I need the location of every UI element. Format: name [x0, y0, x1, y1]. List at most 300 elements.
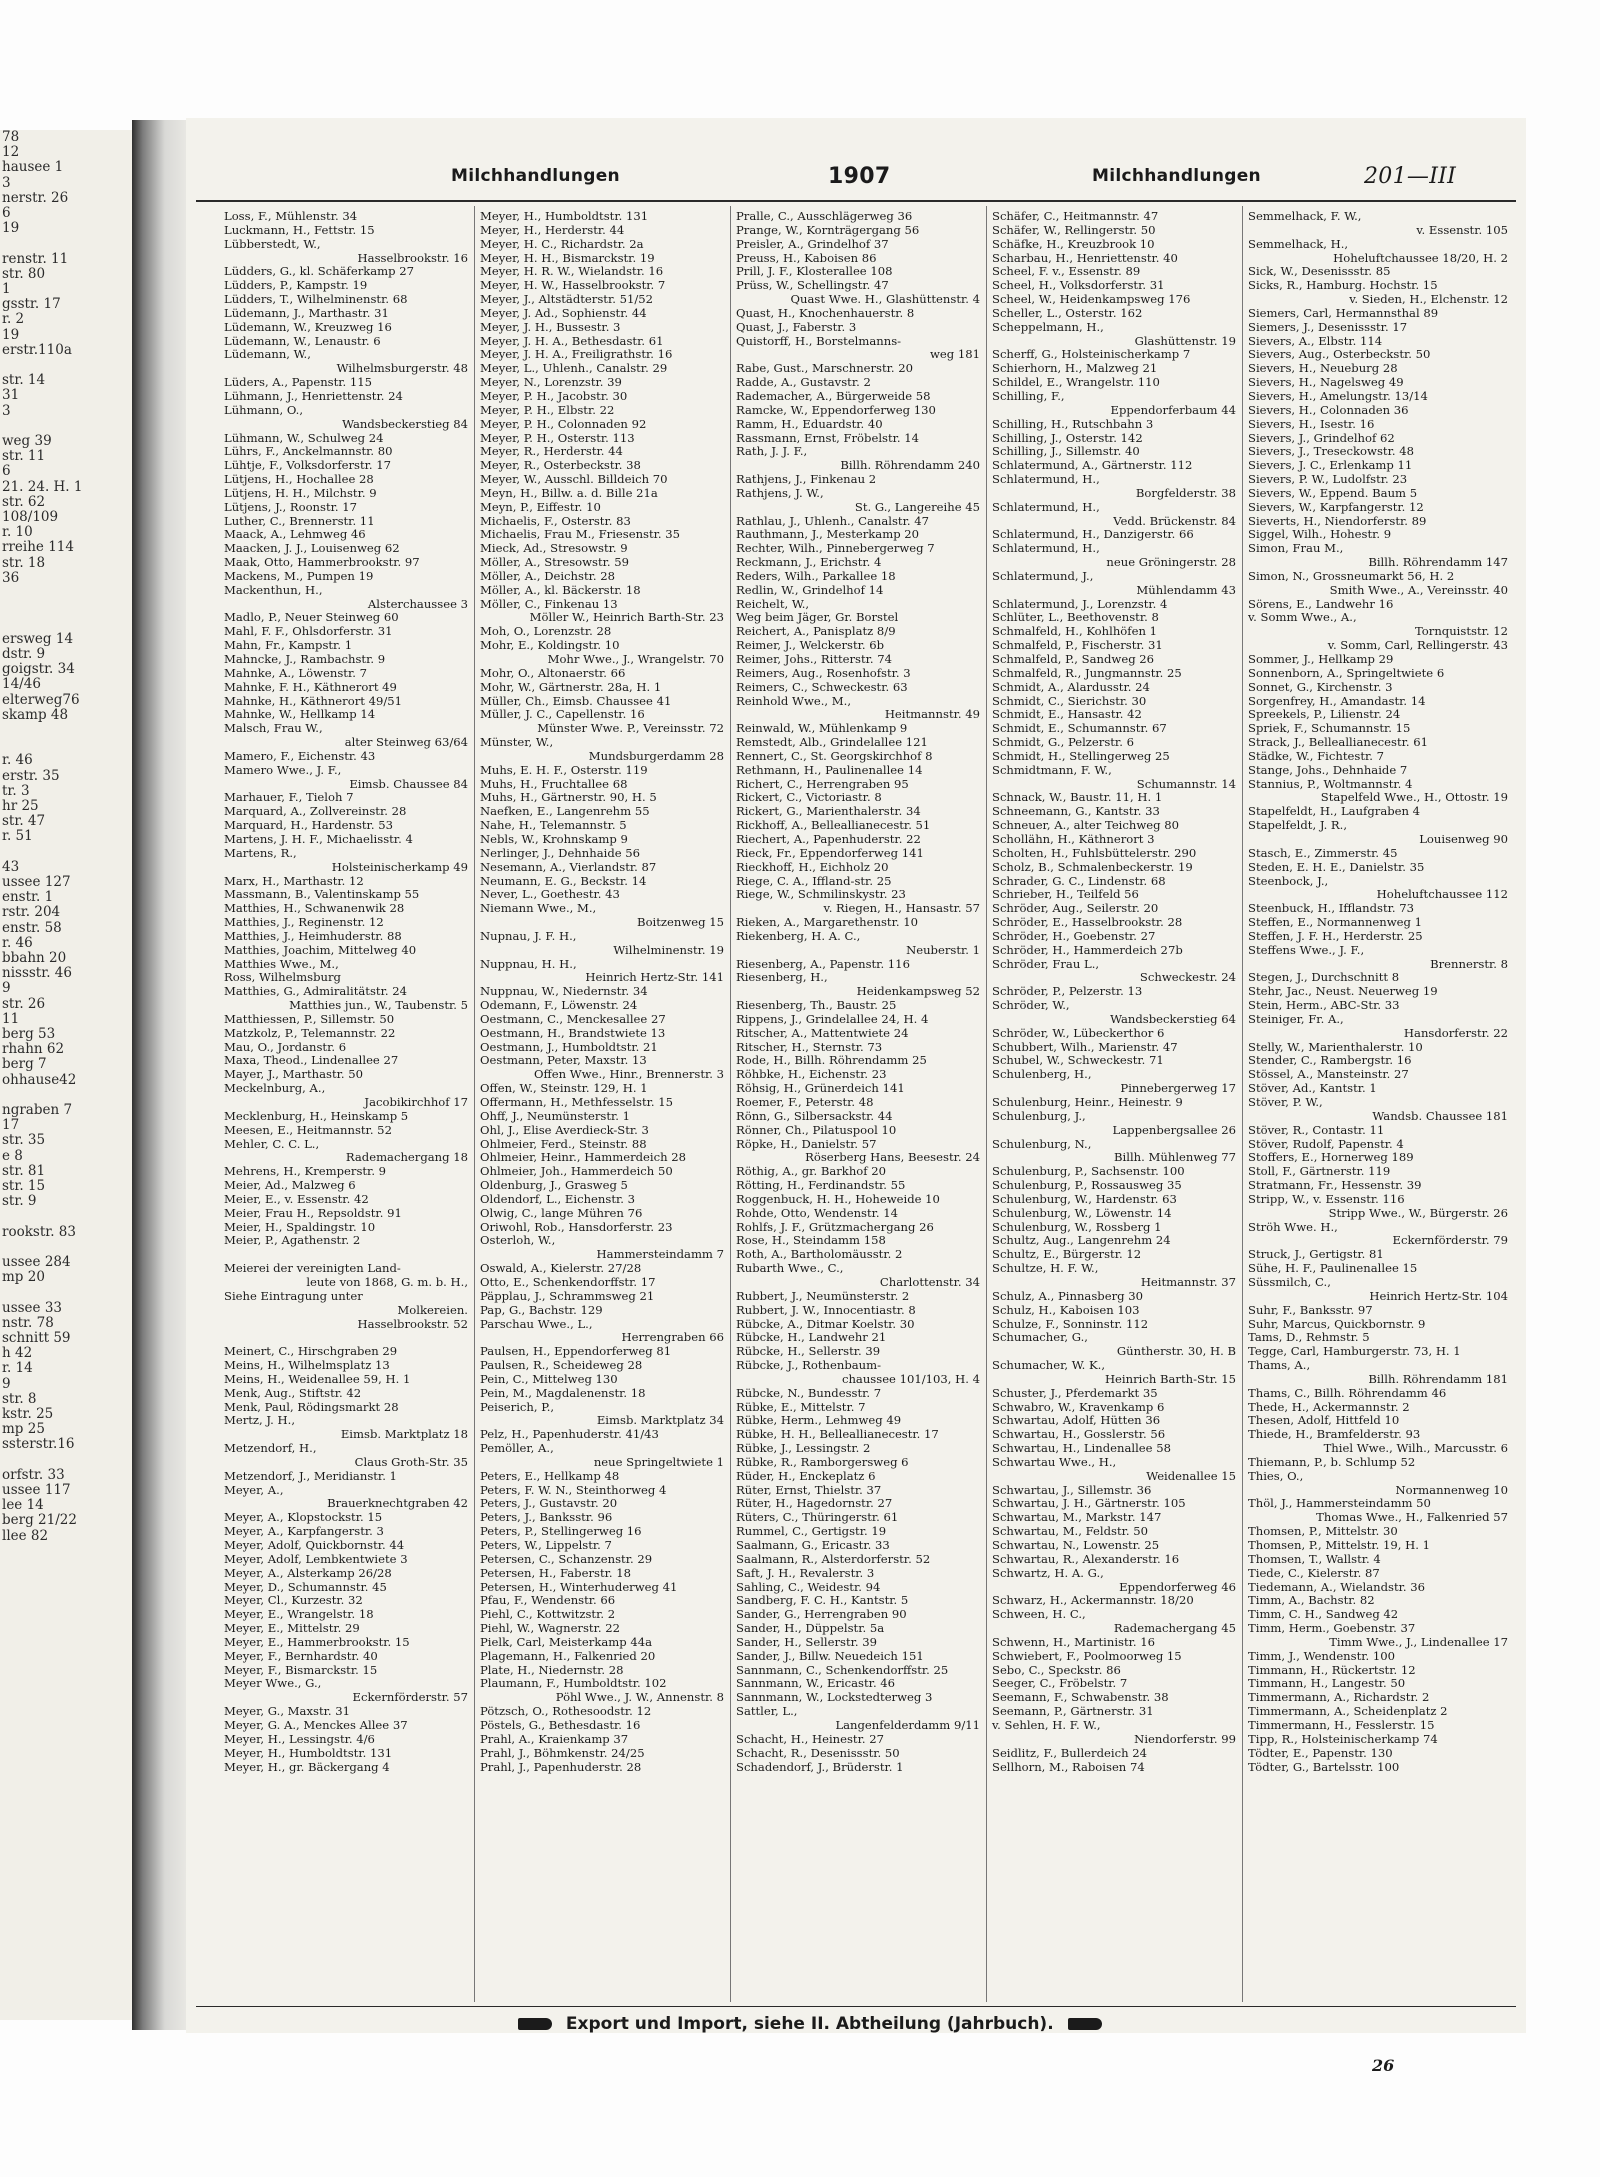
directory-entry: Boitzenweg 15 — [637, 916, 724, 930]
directory-entry: Stössel, A., Mansteinstr. 27 — [1248, 1068, 1409, 1082]
directory-entry: Suhr, Marcus, Quickbornstr. 9 — [1248, 1317, 1426, 1331]
directory-entry: Rubbert, J. W., Innocentiastr. 8 — [736, 1303, 916, 1317]
directory-entry: Pöhl Wwe., J. W., Annenstr. 8 — [555, 1691, 724, 1705]
directory-entry: Offen, W., Steinstr. 129, H. 1 — [480, 1082, 648, 1096]
directory-entry: Steenbock, J., — [1248, 874, 1329, 888]
directory-entry: Schröder, W., Lübeckerthor 6 — [992, 1026, 1165, 1040]
directory-entry: Petersen, H., Winterhuderweg 41 — [480, 1580, 678, 1594]
left-page-text — [0, 130, 132, 1544]
directory-entry: Schulze, F., Sonninstr. 112 — [992, 1317, 1149, 1331]
directory-entry: Tiede, C., Kielerstr. 87 — [1248, 1566, 1380, 1580]
directory-entry: Schilling, F., — [992, 389, 1065, 403]
directory-entry: Mackenthun, H., — [224, 583, 323, 597]
directory-entry: Schröder, W., — [992, 999, 1070, 1013]
directory-entry: Güntherstr. 30, H. B — [1116, 1345, 1236, 1359]
directory-entry: Schwartau, H., Lindenallee 58 — [992, 1442, 1171, 1456]
fragment-line: str. 81 — [2, 1162, 46, 1179]
directory-entry: weg 181 — [929, 348, 980, 362]
directory-entry: Prill, J. F., Klosterallee 108 — [736, 265, 893, 279]
directory-entry: Meyn, P., Eiffestr. 10 — [480, 500, 601, 514]
directory-entry: Sievers, J., Treseckowstr. 48 — [1248, 445, 1414, 459]
directory-entry: Pap, G., Bachstr. 129 — [480, 1303, 603, 1317]
directory-entry: Peters, J., Gustavstr. 20 — [480, 1497, 618, 1511]
directory-entry: Sander, J., Billw. Neuedeich 151 — [736, 1649, 924, 1663]
directory-entry: Schwiebert, F., Poolmoorweg 15 — [992, 1649, 1182, 1663]
directory-entry: Riechert, A., Papenhuderstr. 22 — [736, 832, 921, 846]
fragment-line — [2, 236, 132, 251]
directory-entry: Lappenbergsallee 26 — [1112, 1123, 1236, 1137]
directory-entry: Meyer, H., gr. Bäckergang 4 — [224, 1760, 390, 1774]
directory-entry: Meyer, P. H., Elbstr. 22 — [480, 403, 615, 417]
directory-entry: Stapelfeldt, H., Laufgraben 4 — [1248, 805, 1421, 819]
fragment-line — [2, 1240, 132, 1255]
directory-entry: Seemann, P., Gärtnerstr. 31 — [992, 1705, 1154, 1719]
directory-entry — [222, 1331, 472, 1345]
directory-entry: Lüdders, P., Kampstr. 19 — [224, 279, 368, 293]
directory-entry: Steden, E. H. E., Danielstr. 35 — [1248, 860, 1425, 874]
directory-entry: Peters, E., Hellkamp 48 — [480, 1469, 620, 1483]
fragment-line: 78 — [2, 130, 20, 145]
directory-entry: Thiel Wwe., Wilh., Marcusstr. 6 — [1323, 1442, 1508, 1456]
directory-entry: Münster Wwe. P., Vereinsstr. 72 — [537, 722, 724, 736]
directory-entry: Remstedt, Alb., Grindelallee 121 — [736, 736, 928, 750]
fragment-line: str. 14 — [2, 372, 46, 389]
directory-entry: Billh. Mühlenweg 77 — [1114, 1151, 1236, 1165]
directory-entry: Schulenberg, H., — [992, 1068, 1092, 1082]
fragment-line: mp 25 — [2, 1421, 45, 1438]
directory-entry: Süssmilch, C., — [1248, 1275, 1331, 1289]
directory-entry: Prüss, W., Schellingstr. 47 — [736, 279, 889, 293]
fragment-line: rstr. 204 — [2, 904, 61, 921]
directory-entry: Rübke, R., Ramborgersweg 6 — [736, 1455, 909, 1469]
directory-entry: Peters, W., Lippelstr. 7 — [480, 1539, 612, 1552]
directory-entry: Tödter, E., Papenstr. 130 — [1248, 1746, 1393, 1760]
directory-entry: Stöver, Rudolf, Papenstr. 4 — [1248, 1137, 1404, 1151]
page-number: 26 — [1372, 2056, 1395, 2075]
directory-entry: Richert, C., Herrengraben 95 — [736, 777, 909, 791]
fragment-line: hr 25 — [2, 797, 39, 814]
fragment-line: r. 51 — [2, 828, 33, 845]
directory-entry: Oriwohl, Rob., Hansdorferstr. 23 — [480, 1220, 673, 1234]
directory-entry: Wilhelminenstr. 19 — [613, 943, 724, 957]
directory-entry: Schlüter, L., Beethovenstr. 8 — [992, 611, 1159, 625]
directory-entry: Lüdemann, W., Lenaustr. 6 — [224, 334, 381, 348]
directory-entry: Eimsb. Chaussee 84 — [349, 777, 468, 791]
directory-entry: Städke, W., Fichtestr. 7 — [1248, 749, 1384, 763]
page-label: 201—III — [1364, 164, 1457, 189]
directory-entry: St. G., Langereihe 45 — [854, 500, 980, 514]
directory-entry: Matthies, J., Reginenstr. 12 — [224, 916, 384, 930]
directory-entry: Ströh Wwe. H., — [1248, 1220, 1338, 1234]
directory-entry: Menk, Aug., Stiftstr. 42 — [224, 1386, 362, 1400]
column-divider — [730, 206, 731, 2002]
directory-entry: Spreekels, P., Lilienstr. 24 — [1248, 708, 1401, 722]
directory-entry: Oestmann, C., Menckesallee 27 — [480, 1012, 666, 1026]
fragment-line: 6 — [2, 205, 11, 222]
directory-entry: Rechter, Wilh., Pinnebergerweg 7 — [736, 542, 935, 556]
directory-entry: Schwartau, H., Gosslerstr. 56 — [992, 1428, 1166, 1442]
fragment-line: str. 80 — [2, 265, 46, 282]
directory-entry: Sander, H., Sellerstr. 39 — [736, 1635, 878, 1649]
directory-entry: Maack, A., Lehmweg 46 — [224, 528, 366, 542]
directory-entry: Oestmann, H., Brandstwiete 13 — [480, 1026, 666, 1040]
directory-entry: Metzendorf, H., — [224, 1442, 317, 1456]
fragment-line: ussee 284 — [2, 1254, 71, 1271]
directory-entry: Schilling, H., Rutschbahn 3 — [992, 417, 1154, 431]
directory-entry: Sonnenborn, A., Springeltwiete 6 — [1248, 666, 1445, 680]
directory-entry: Metzendorf, J., Meridianstr. 1 — [224, 1469, 397, 1483]
directory-entry: Schuster, J., Pferdemarkt 35 — [992, 1386, 1158, 1400]
directory-entry: Ritscher, H., Sternstr. 73 — [736, 1040, 883, 1054]
directory-entry: Schrieber, H., Teilfeld 56 — [992, 888, 1139, 902]
directory-entry: Reimer, Johs., Ritterstr. 74 — [736, 653, 893, 666]
directory-entry: Schlatermund, J., — [992, 569, 1094, 583]
directory-entry: Pinnebergerweg 17 — [1120, 1082, 1236, 1096]
directory-entry: Eimsb. Marktplatz 18 — [340, 1428, 468, 1442]
running-head-right: Milchhandlungen — [1092, 166, 1261, 186]
directory-entry: Hoheluftchaussee 18/20, H. 2 — [1333, 251, 1508, 265]
directory-entry: Eckernförderstr. 57 — [352, 1691, 468, 1705]
directory-entry: Mehler, C. C. L., — [224, 1137, 320, 1151]
directory-entry: Quast, J., Faberstr. 3 — [736, 320, 857, 334]
directory-entry: Riesenberg, H., — [736, 971, 828, 985]
directory-entry: Peters, P., Stellingerweg 16 — [480, 1525, 642, 1539]
directory-entry: Meyer, L., Uhlenh., Canalstr. 29 — [480, 362, 668, 376]
directory-entry: Billh. Röhrendamm 147 — [1368, 556, 1508, 570]
directory-entry: Nuppnau, W., Niedernstr. 34 — [480, 985, 648, 999]
directory-entry: Quast Wwe. H., Glashüttenstr. 4 — [790, 293, 980, 307]
directory-entry: Schlatermund, J., Lorenzstr. 4 — [992, 597, 1168, 611]
directory-entry: Peiserich, P., — [480, 1400, 555, 1414]
directory-entry: Pelz, H., Papenhuderstr. 41/43 — [480, 1428, 659, 1442]
directory-entry: Thomas Wwe., H., Falkenried 57 — [1316, 1511, 1508, 1525]
fragment-line — [2, 1209, 132, 1224]
directory-entry: Strack, J., Belleallianecestr. 61 — [1248, 736, 1429, 750]
directory-entry: Schröder, Aug., Seilerstr. 20 — [992, 902, 1159, 916]
fragment-line: ssterstr.16 — [2, 1436, 75, 1453]
directory-entry: Röhsig, H., Grünerdeich 141 — [736, 1082, 905, 1096]
directory-entry: Peters, J., Banksstr. 96 — [480, 1511, 613, 1525]
directory-entry: Meyn, H., Billw. a. d. Bille 21a — [480, 486, 658, 500]
fragment-line: gsstr. 17 — [2, 296, 61, 313]
directory-entry: Schilling, J., Sillemstr. 40 — [992, 445, 1140, 459]
directory-entry: Stratmann, Fr., Hessenstr. 39 — [1248, 1179, 1422, 1193]
directory-entry: Tams, D., Rehmstr. 5 — [1248, 1331, 1370, 1345]
pointing-hand-icon — [518, 2018, 552, 2030]
directory-entry: Reimer, J., Welckerstr. 6b — [736, 639, 885, 653]
directory-entry: Brennerstr. 8 — [1430, 957, 1508, 971]
directory-entry: Stelly, W., Marienthalerstr. 10 — [1248, 1040, 1423, 1054]
directory-entry: Thams, A., — [1248, 1359, 1311, 1373]
directory-entry: Müller, Ch., Eimsb. Chaussee 41 — [480, 694, 672, 708]
directory-entry: Reimers, C., Schweckestr. 63 — [736, 680, 908, 694]
directory-entry: Tiedemann, A., Wielandstr. 36 — [1248, 1580, 1426, 1594]
directory-entry: Matthies jun., W., Taubenstr. 5 — [289, 999, 468, 1013]
directory-entry: Matthies, Joachim, Mittelweg 40 — [224, 943, 417, 957]
directory-entry: Oldendorf, L., Eichenstr. 3 — [480, 1192, 635, 1206]
fragment-line: llee 82 — [2, 1527, 49, 1544]
footer-rule — [196, 2006, 1516, 2007]
directory-entry: Eckernförderstr. 79 — [1392, 1234, 1508, 1248]
directory-entry: Meyer, J. H., Bussestr. 3 — [480, 320, 621, 334]
directory-entry: Martens, R., — [224, 846, 297, 860]
directory-entry: Meyer, H., Lessingstr. 4/6 — [224, 1732, 375, 1746]
directory-entry: Meyer, H., Humboldtstr. 131 — [224, 1746, 393, 1760]
directory-entry: Schwartz, H. A. G., — [992, 1566, 1104, 1580]
directory-entry: Malsch, Frau W., — [224, 722, 323, 736]
fragment-line: str. 9 — [2, 1193, 37, 1210]
directory-entry: Sievers, Aug., Osterbeckstr. 50 — [1248, 348, 1431, 362]
fragment-line: str. 62 — [2, 493, 46, 510]
directory-entry: Steffens Wwe., J. F., — [1248, 943, 1365, 957]
directory-entry: Prange, W., Kornträgergang 56 — [736, 223, 920, 237]
directory-entry: Sandberg, F. C. H., Kantstr. 5 — [736, 1594, 909, 1608]
directory-entry: Thomsen, P., Mittelstr. 19, H. 1 — [1248, 1539, 1431, 1552]
directory-entry: Riekenberg, H. A. C., — [736, 929, 861, 943]
directory-column-1 — [222, 210, 472, 2010]
directory-entry: Sander, H., Düppelstr. 5a — [736, 1622, 885, 1636]
directory-entry: Louisenweg 90 — [1419, 832, 1508, 846]
fragment-line — [2, 358, 132, 373]
directory-entry: Steffen, J. F. H., Herderstr. 25 — [1248, 929, 1423, 943]
directory-entry: Matthiessen, P., Sillemstr. 50 — [224, 1012, 395, 1026]
directory-entry: Mundsburgerdamm 28 — [588, 749, 724, 763]
fragment-line: 19 — [2, 326, 20, 343]
directory-entry: Schlatermund, A., Gärtnerstr. 112 — [992, 459, 1193, 473]
directory-entry: Meyer, H., Herderstr. 44 — [480, 223, 625, 237]
directory-entry: Möller W., Heinrich Barth-Str. 23 — [529, 611, 724, 625]
directory-entry: Niemann Wwe., M., — [480, 902, 597, 916]
directory-entry: Rötting, H., Ferdinandstr. 55 — [736, 1179, 906, 1193]
fragment-line — [2, 601, 132, 616]
fragment-line: ersweg 14 — [2, 630, 74, 647]
directory-entry: Rathjens, J., Finkenau 2 — [736, 473, 877, 487]
directory-entry: Jacobikirchhof 17 — [364, 1096, 468, 1109]
directory-entry: Stange, Johs., Dehnhaide 7 — [1248, 763, 1408, 777]
directory-entry: Tödter, G., Bartelsstr. 100 — [1248, 1760, 1400, 1774]
directory-entry: Lütjens, H. H., Milchstr. 9 — [224, 486, 377, 500]
fragment-line: 11 — [2, 1010, 20, 1027]
directory-entry: Röserberg Hans, Beesestr. 24 — [805, 1151, 980, 1165]
fragment-line: str. 47 — [2, 813, 46, 830]
directory-entry: Saalmann, G., Ericastr. 33 — [736, 1539, 890, 1552]
directory-entry: Roemer, F., Peterstr. 48 — [736, 1096, 874, 1109]
directory-entry: Schröder, H., Hammerdeich 27b — [992, 943, 1183, 957]
directory-entry: Sellhorn, M., Raboisen 74 — [992, 1760, 1145, 1774]
directory-entry: Möller, C., Finkenau 13 — [480, 597, 618, 611]
fragment-line: r. 14 — [2, 1360, 33, 1377]
directory-entry: Nuppnau, H. H., — [480, 957, 577, 971]
directory-entry: Möller, A., kl. Bäckerstr. 18 — [480, 583, 641, 597]
directory-entry: Meins, H., Wilhelmsplatz 13 — [224, 1359, 390, 1373]
directory-entry: Schröder, E., Hasselbrookstr. 28 — [992, 916, 1183, 930]
directory-entry: Oswald, A., Kielerstr. 27/28 — [480, 1262, 642, 1276]
directory-entry: Billh. Röhrendamm 181 — [1368, 1372, 1508, 1386]
directory-entry: Semmelhack, F. W., — [1248, 210, 1362, 223]
directory-entry: Eimsb. Marktplatz 34 — [596, 1414, 724, 1428]
directory-entry: Meyer, Adolf, Lembkentwiete 3 — [224, 1552, 408, 1566]
book-gutter — [132, 120, 192, 2030]
fragment-line: 6 — [2, 463, 11, 480]
directory-entry: Rieckhoff, H., Eichholz 20 — [736, 860, 889, 874]
directory-entry: Meyer, Adolf, Quickbornstr. 44 — [224, 1539, 405, 1552]
directory-entry: Simon, N., Grossneumarkt 56, H. 2 — [1248, 569, 1455, 583]
fragment-line: berg 7 — [2, 1056, 47, 1073]
directory-entry: Lüdders, G., kl. Schäferkamp 27 — [224, 265, 415, 279]
page-footer — [510, 2014, 1230, 2042]
directory-entry: Rübke, J., Lessingstr. 2 — [736, 1442, 871, 1456]
directory-entry: Sievers, H., Nagelsweg 49 — [1248, 376, 1404, 390]
fragment-line: berg 21/22 — [2, 1512, 77, 1529]
fragment-line: dstr. 9 — [2, 645, 46, 662]
fragment-line: 19 — [2, 220, 20, 237]
directory-entry: Rönn, G., Silbersackstr. 44 — [736, 1109, 893, 1123]
page-year: 1907 — [828, 164, 891, 189]
directory-entry: Timm, J., Wendenstr. 100 — [1248, 1649, 1396, 1663]
directory-entry: Claus Groth-Str. 35 — [354, 1455, 468, 1469]
fragment-line: hausee 1 — [2, 159, 64, 176]
directory-entry: Mau, O., Jordanstr. 6 — [224, 1040, 347, 1054]
fragment-line — [2, 586, 132, 601]
directory-entry: Schumannstr. 14 — [1136, 777, 1236, 791]
directory-entry: Martens, J. H. F., Michaelisstr. 4 — [224, 832, 413, 846]
directory-entry: Rademacher, A., Bürgerweide 58 — [736, 389, 931, 403]
directory-entry: Heidenkampsweg 52 — [856, 985, 980, 999]
directory-entry: Pfau, F., Wendenstr. 66 — [480, 1594, 616, 1608]
directory-entry: Muhs, H., Gärtnerstr. 90, H. 5 — [480, 791, 657, 805]
directory-entry: Meier, Frau H., Repsoldstr. 91 — [224, 1206, 402, 1220]
directory-entry: Sick, W., Desenissstr. 85 — [1248, 265, 1391, 279]
directory-entry: Rauthmann, J., Mesterkamp 20 — [736, 528, 920, 542]
directory-entry: Peters, F. W. N., Steinthorweg 4 — [480, 1483, 667, 1497]
directory-entry: Heitmannstr. 37 — [1140, 1275, 1236, 1289]
directory-entry: Mahncke, J., Rambachstr. 9 — [224, 653, 386, 666]
directory-entry: Mackens, M., Pumpen 19 — [224, 569, 374, 583]
directory-entry: Redlin, W., Grindelhof 14 — [736, 583, 884, 597]
directory-entry: Schlatermund, H., Danzigerstr. 66 — [992, 528, 1194, 542]
directory-entry: Luckmann, H., Fettstr. 15 — [224, 223, 375, 237]
directory-entry: Mahnke, H., Käthnerort 49/51 — [224, 694, 402, 708]
directory-entry: Sievers, A., Elbstr. 114 — [1248, 334, 1383, 348]
directory-entry: Offermann, H., Methfesselstr. 15 — [480, 1096, 674, 1109]
directory-entry: Ohlmeier, Heinr., Hammerdeich 28 — [480, 1151, 687, 1165]
fragment-line — [2, 723, 132, 738]
directory-entry: Schlatermund, H., — [992, 500, 1100, 514]
directory-entry: Suhr, F., Banksstr. 97 — [1248, 1303, 1373, 1317]
directory-entry: Schulenburg, Heinr., Heinestr. 9 — [992, 1096, 1183, 1109]
directory-entry: Schmidt, G., Pelzerstr. 6 — [992, 736, 1134, 750]
fragment-line — [2, 1285, 132, 1300]
directory-entry: Brauerknechtgraben 42 — [327, 1497, 468, 1511]
directory-entry: Schultz, E., Bürgerstr. 12 — [992, 1248, 1142, 1262]
directory-entry: Ohff, J., Neumünsterstr. 1 — [480, 1109, 631, 1123]
directory-entry: Reimers, Aug., Rosenhofstr. 3 — [736, 666, 911, 680]
directory-entry: Müller, J. C., Capellenstr. 16 — [480, 708, 645, 722]
directory-entry: Pötzsch, O., Rothesoodstr. 12 — [480, 1705, 652, 1719]
directory-entry: Sievers, H., Colonnaden 36 — [1248, 403, 1409, 417]
directory-entry: Stöver, Ad., Kantstr. 1 — [1248, 1082, 1377, 1096]
directory-entry: Thomsen, P., Mittelstr. 30 — [1248, 1525, 1398, 1539]
directory-entry: Mahnke, F. H., Käthnerort 49 — [224, 680, 397, 694]
directory-entry: Pemöller, A., — [480, 1442, 554, 1456]
directory-entry: Prahl, A., Kraienkamp 37 — [480, 1732, 629, 1746]
directory-entry: Seeger, C., Fröbelstr. 7 — [992, 1677, 1128, 1691]
directory-entry: Rethmann, H., Paulinenallee 14 — [736, 763, 923, 777]
directory-entry: Stöver, R., Contastr. 11 — [1248, 1123, 1385, 1137]
directory-entry: Siggel, Wilh., Hohestr. 9 — [1248, 528, 1392, 542]
directory-entry: Meyer, A., Alsterkamp 26/28 — [224, 1566, 392, 1580]
directory-entry: Schultz, Aug., Langenrehm 24 — [992, 1234, 1171, 1248]
directory-entry: Riege, W., Schmilinskystr. 23 — [736, 888, 906, 902]
directory-entry: Stender, C., Rambergstr. 16 — [1248, 1054, 1412, 1068]
fragment-line: str. 8 — [2, 1390, 37, 1407]
directory-entry: Plate, H., Niedernstr. 28 — [480, 1663, 624, 1677]
directory-entry: Rickert, C., Victoriastr. 8 — [736, 791, 882, 805]
directory-entry: Scheppelmann, H., — [992, 320, 1104, 334]
directory-entry: Pein, M., Magdalenenstr. 18 — [480, 1386, 646, 1400]
directory-entry: Holsteinischerkamp 49 — [331, 860, 468, 874]
directory-entry: Scholz, B., Schmalenbeckerstr. 19 — [992, 860, 1193, 874]
directory-entry: Schrader, G. C., Lindenstr. 68 — [992, 874, 1166, 888]
fragment-line — [2, 1453, 132, 1468]
directory-entry: Stegen, J., Durchschnitt 8 — [1248, 971, 1400, 985]
directory-entry: Thede, H., Ackermannstr. 2 — [1248, 1400, 1410, 1414]
directory-entry: Sievers, W., Eppend. Baum 5 — [1248, 486, 1418, 500]
directory-entry: Quistorff, H., Borstelmanns- — [736, 334, 902, 348]
directory-entry: Mohr Wwe., J., Wrangelstr. 70 — [547, 653, 724, 666]
directory-entry: Mehrens, H., Kremperstr. 9 — [224, 1165, 387, 1179]
directory-entry: Päpplau, J., Schrammsweg 21 — [480, 1289, 655, 1303]
directory-entry: Lüdemann, W., Kreuzweg 16 — [224, 320, 392, 334]
fragment-line: 9 — [2, 1375, 11, 1392]
directory-entry: Thies, O., — [1248, 1469, 1304, 1483]
directory-entry: Scheel, F. v., Essenstr. 89 — [992, 265, 1141, 279]
directory-entry: Reinwald, W., Mühlenkamp 9 — [736, 722, 908, 736]
directory-entry: Schneuer, A., alter Teichweg 80 — [992, 819, 1179, 833]
directory-entry: Spriek, F., Schumannstr. 15 — [1248, 722, 1411, 736]
directory-entry: leute von 1868, G. m. b. H., — [306, 1275, 468, 1289]
directory-entry: Schween, H. C., — [992, 1608, 1086, 1622]
directory-entry: Michaelis, F., Osterstr. 83 — [480, 514, 631, 528]
directory-entry: Madlo, P., Neuer Steinweg 60 — [224, 611, 399, 625]
directory-entry: Molkereien. — [397, 1303, 468, 1317]
fragment-line: goigstr. 34 — [2, 661, 75, 678]
directory-entry: Rabe, Gust., Marschnerstr. 20 — [736, 362, 914, 376]
directory-entry: Paulsen, R., Scheideweg 28 — [480, 1359, 643, 1373]
directory-entry: Meyer, J. H. A., Freiligrathstr. 16 — [480, 348, 673, 362]
directory-entry: Schröder, P., Pelzerstr. 13 — [992, 985, 1143, 999]
directory-entry: Meyer, H. W., Hasselbrookstr. 7 — [480, 279, 666, 293]
directory-entry: Tegge, Carl, Hamburgerstr. 73, H. 1 — [1248, 1345, 1461, 1359]
directory-entry: Stripp, W., v. Essenstr. 116 — [1248, 1192, 1405, 1206]
directory-entry: Radde, A., Gustavstr. 2 — [736, 376, 871, 390]
directory-entry: Sicks, R., Hamburg. Hochstr. 15 — [1248, 279, 1438, 293]
directory-entry: Schulenburg, W., Hardenstr. 63 — [992, 1192, 1177, 1206]
directory-entry: Schmidt, C., Sierichstr. 30 — [992, 694, 1147, 708]
directory-entry: Sahling, C., Weidestr. 94 — [736, 1580, 881, 1594]
column-divider — [986, 206, 987, 2002]
directory-entry: Preuss, H., Kaboisen 86 — [736, 251, 877, 265]
directory-entry: Timmermann, H., Fesslerstr. 15 — [1248, 1718, 1435, 1732]
directory-entry: Schwartau, J., Sillemstr. 36 — [992, 1483, 1152, 1497]
directory-entry: Charlottenstr. 34 — [879, 1275, 980, 1289]
directory-entry: Seidlitz, F., Bullerdeich 24 — [992, 1746, 1147, 1760]
directory-entry: Riege, C. A., Iffland-str. 25 — [736, 874, 892, 888]
directory-entry: Schacht, R., Desenissstr. 50 — [736, 1746, 900, 1760]
directory-entry: Schumacher, W. K., — [992, 1359, 1106, 1373]
directory-entry: Schmidtmann, F. W., — [992, 763, 1112, 777]
directory-entry: Billh. Röhrendamm 240 — [840, 459, 980, 473]
